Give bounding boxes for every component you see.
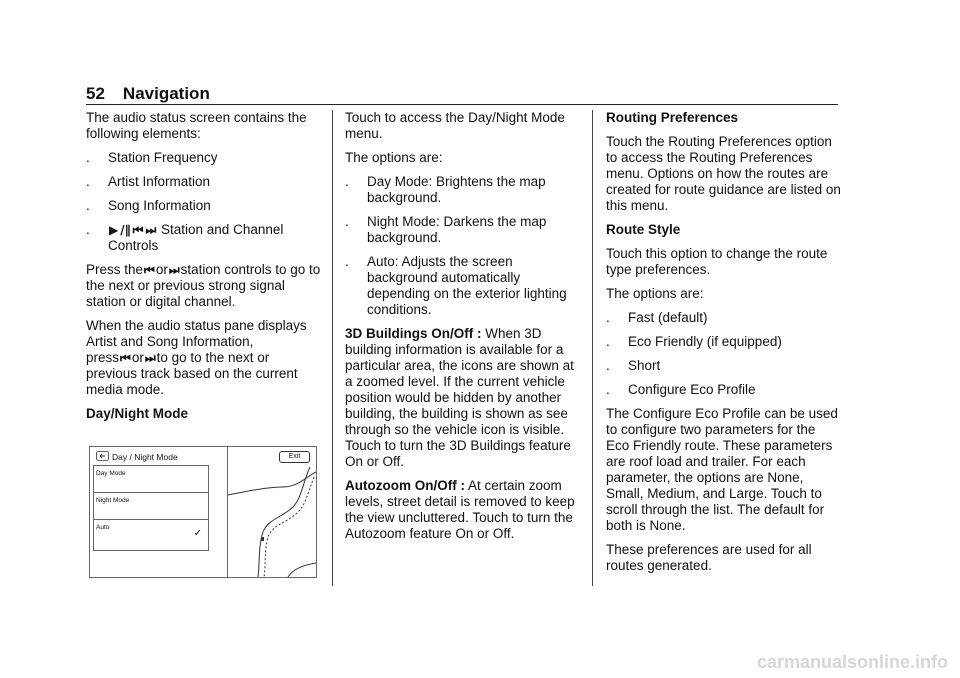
next-icon: ⏭ (145, 223, 157, 237)
column-divider (592, 110, 593, 586)
back-arrow-icon (96, 451, 109, 461)
3d-buildings-text: 3D Buildings On/Off : When 3D building information is available for a particular area, the icons are shown at a zoomed level. If the current vehicle position would be hidden by another building, the building is shown as see through so the vehicle icon is visible. Touch to turn the 3D Buildings feature On or Off. (345, 326, 574, 469)
list-item[interactable]: Night Mode (94, 493, 208, 520)
checkmark-icon: ✓ (193, 528, 202, 539)
next-icon: ⏭ (168, 263, 180, 277)
list-item: . Fast (default) (606, 310, 708, 325)
when-text: When the audio status pane displays Artist and Song Information, press⏮or⏭to go to the next or previous track based on the current media mode. (86, 318, 307, 397)
page-number: 52 (86, 84, 105, 103)
column-divider (332, 110, 333, 586)
controls-label: Station and Channel Controls (108, 222, 284, 253)
intro-text: The audio status screen contains the following elements: (86, 110, 307, 141)
list-item[interactable]: Day Mode (94, 466, 208, 493)
list-item[interactable]: Auto ✓ (96, 524, 202, 539)
route-style-text: Touch this option to change the route type preferences. (606, 246, 828, 277)
previous-icon: ⏮ (144, 263, 155, 277)
list-item: . ▶ /∥ ⏮ ⏭ Station and Channel Controls (86, 222, 284, 253)
header-rule (86, 104, 838, 105)
list-item: . Eco Friendly (if equipped) (606, 334, 782, 349)
list-item: . Day Mode: Brightens the map background. (345, 174, 546, 205)
watermark: carmanualsonline.info (756, 652, 948, 672)
next-icon: ⏭ (144, 351, 156, 365)
final-text: These preferences are used for all routes generated. (606, 542, 812, 573)
play-icon: ▶ (109, 223, 119, 237)
column-1 (86, 110, 322, 430)
figure-title: Day / Night Mode (112, 452, 178, 462)
list-item: . Short (606, 358, 661, 373)
list-item: . Station Frequency (86, 150, 218, 165)
list-item: . Artist Information (86, 174, 211, 189)
autozoom-text: Autozoom On/Off : At certain zoom levels, street detail is removed to keep the view uncluttered. Touch to turn the Autozoom feature On or Off. (345, 478, 575, 541)
previous-icon: ⏮ (132, 223, 144, 237)
day-night-screen-figure (89, 446, 317, 578)
list-item: . Night Mode: Darkens the map background. (345, 214, 547, 245)
routing-text: Touch the Routing Preferences option to access the Routing Preferences menu. Options on how the routes are created for route guidance are listed on this menu. (606, 134, 841, 213)
list-item: . Configure Eco Profile (606, 382, 756, 397)
page-header (86, 84, 228, 104)
mode-list (93, 465, 209, 551)
map-icon (228, 447, 316, 577)
touch-text: Touch to access the Day/Night Mode menu. (345, 110, 565, 141)
section-title: Navigation (122, 84, 210, 103)
day-night-heading: Day/Night Mode (86, 406, 189, 421)
routing-heading: Routing Preferences (606, 110, 739, 125)
route-style-heading: Route Style (606, 222, 681, 237)
exit-button[interactable]: Exit (279, 451, 310, 463)
options-text: The options are: (606, 286, 704, 301)
column-3 (606, 110, 842, 582)
press-text: Press the⏮or⏭station controls to go to the next or previous strong signal station or digital channel. (86, 262, 321, 309)
options-text: The options are: (345, 150, 443, 165)
pause-icon: /∥ (120, 223, 131, 237)
previous-icon: ⏮ (120, 351, 131, 365)
list-item: . Song Information (86, 198, 211, 213)
column-2 (345, 110, 583, 550)
list-item: . Auto: Adjusts the screen background automatically depending on the exterior lighting conditions. (345, 254, 567, 317)
eco-text: The Configure Eco Profile can be used to configure two parameters for the Eco Friendly route. These parameters are roof load and trailer. For each parameter, the options are None, Small, Medium, and Large. Touch to scroll through the list. The default for both is None. (606, 406, 838, 533)
